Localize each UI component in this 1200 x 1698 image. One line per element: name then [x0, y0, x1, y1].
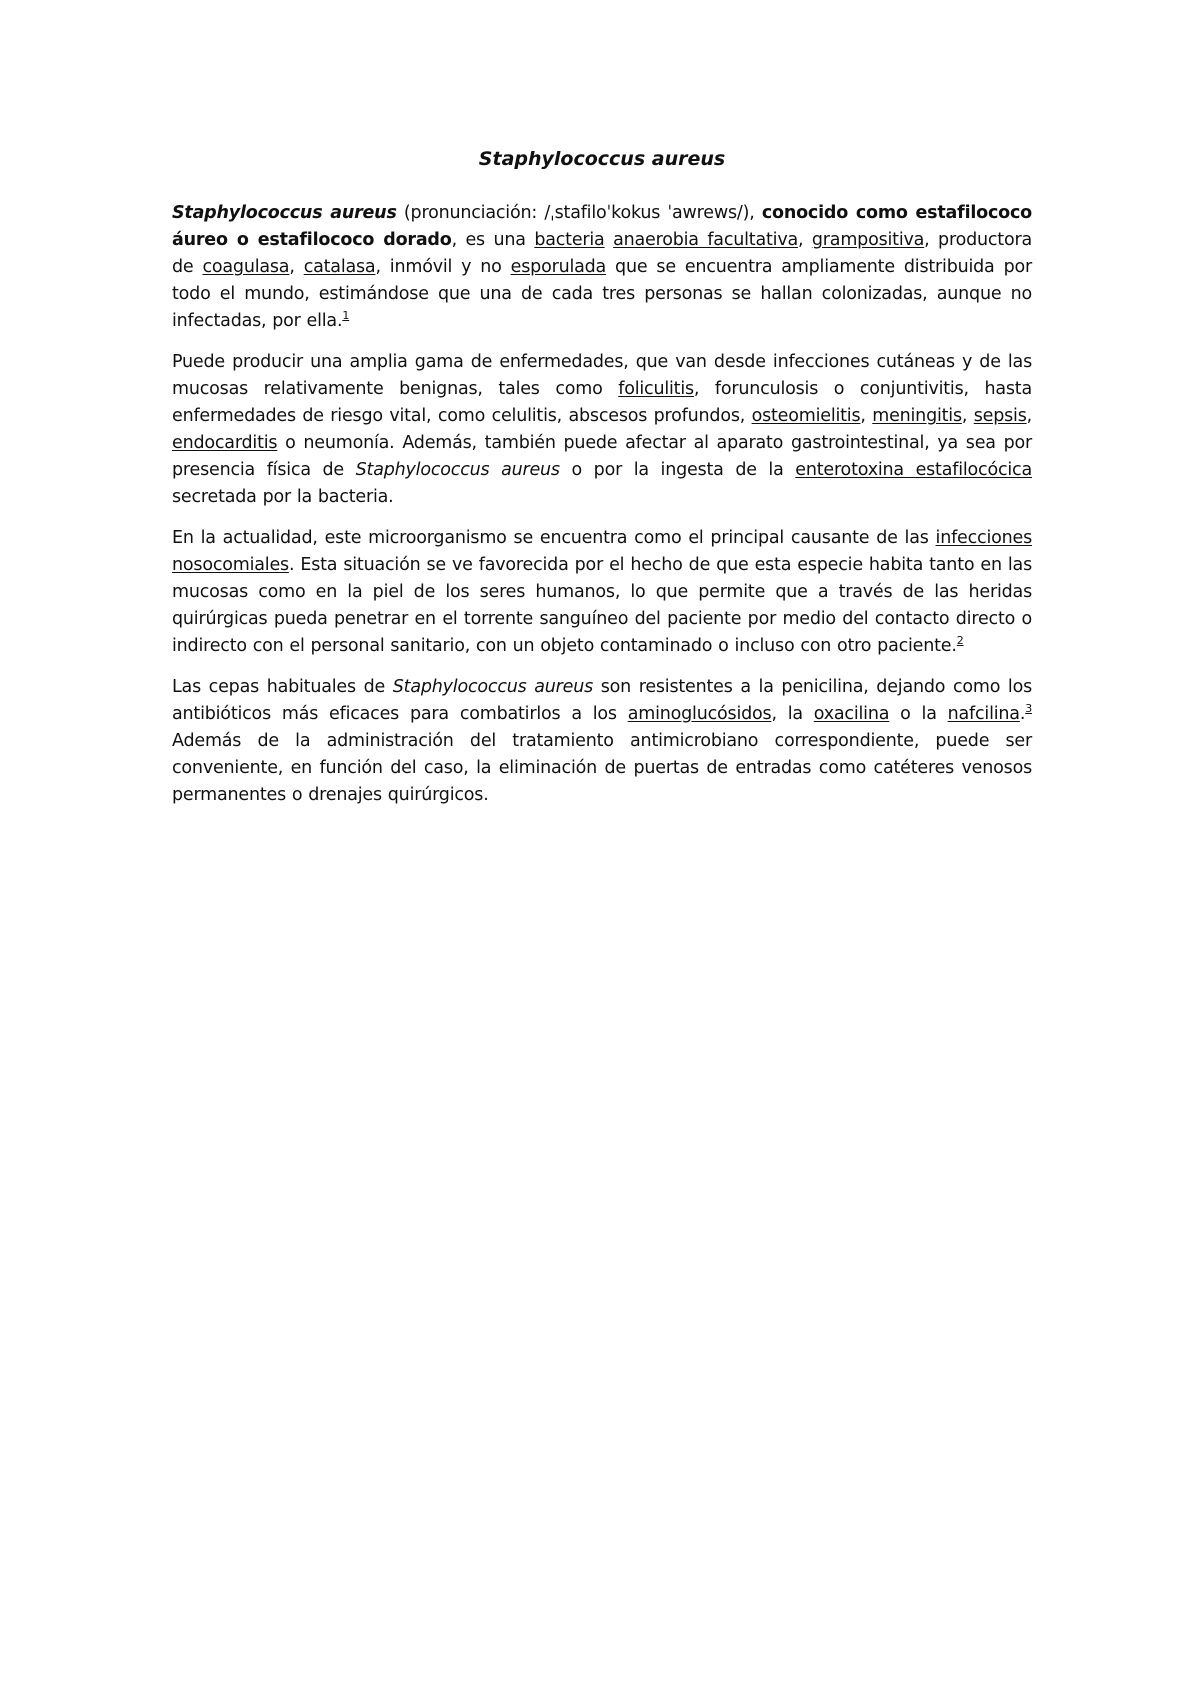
text-run: o la — [889, 704, 948, 724]
link-grampositiva[interactable]: grampositiva — [811, 230, 925, 250]
link-nafcilina[interactable]: nafcilina — [947, 704, 1020, 724]
text-run: , la — [771, 704, 814, 724]
text-run: . — [1019, 704, 1026, 724]
link-oxacilina[interactable]: oxacilina — [813, 704, 890, 724]
link-anaerobia-facultativa[interactable]: anaerobia facultativa — [613, 230, 798, 250]
text-run: Además de la administración del tratamiento antimicrobiano correspondiente, puede ser conveniente, en función del caso, la eliminación de puertas de entradas como catéteres venosos permanentes o drenajes quirúrgicos. — [172, 731, 1032, 805]
text-run: , — [798, 230, 812, 250]
link-enterotoxina[interactable]: enterotoxina estafilocócica — [795, 460, 1032, 480]
text-run: (pronunciación: /ˌstafiloˈkokus ˈawrews/), — [396, 203, 762, 223]
text-run: , forunculosis o conjuntivitis, hasta enfermedades de riesgo vital, como celulitis, abscesos profundos, — [172, 379, 1032, 426]
paragraph-nosocomial — [172, 525, 1032, 660]
text-run: En la actualidad, este microorganismo se encuentra como el principal causante de las — [172, 528, 936, 548]
text-run — [605, 230, 614, 250]
text-run: o neumonía. Además, también puede afectar al aparato gastrointestinal, ya sea por presencia física de — [172, 433, 1032, 480]
text-run: , productora de — [172, 230, 1032, 277]
text-run: Las cepas habituales de — [172, 677, 393, 697]
reference-link-2[interactable]: 2 — [956, 634, 964, 648]
link-infecciones-nosocomiales[interactable]: infecciones nosocomiales — [172, 528, 1032, 575]
link-osteomielitis[interactable]: osteomielitis — [751, 406, 861, 426]
species-name: Staphylococcus aureus — [392, 677, 594, 697]
text-run: son resistentes a la penicilina, dejando como los antibióticos más eficaces para combatirlos a los — [172, 677, 1033, 724]
text-run: , — [1026, 406, 1032, 426]
text-run: conocido como estafilococo áureo o estafilococo dorado — [172, 203, 1032, 250]
paragraph-treatment — [172, 674, 1032, 809]
text-run: , es una — [451, 230, 535, 250]
species-name: Staphylococcus aureus — [172, 203, 397, 223]
link-foliculitis[interactable]: foliculitis — [618, 379, 694, 399]
document-title: Staphylococcus aureus — [478, 148, 726, 170]
link-bacteria[interactable]: bacteria — [534, 230, 605, 250]
text-run: , — [289, 257, 304, 277]
text-run: Puede producir una amplia gama de enfermedades, que van desde infecciones cutáneas y de las mucosas relativamente benignas, tales como — [172, 352, 1032, 399]
text-run: secretada por la bacteria. — [172, 487, 394, 507]
text-run: , inmóvil y no — [375, 257, 511, 277]
link-endocarditis[interactable]: endocarditis — [172, 433, 278, 453]
paragraph-diseases — [172, 349, 1032, 511]
link-esporulada[interactable]: esporulada — [510, 257, 607, 277]
link-coagulasa[interactable]: coagulasa — [202, 257, 290, 277]
link-sepsis[interactable]: sepsis — [973, 406, 1027, 426]
paragraph-intro — [172, 200, 1032, 335]
text-run: , — [860, 406, 873, 426]
reference-link-1[interactable]: 1 — [342, 309, 350, 323]
link-aminoglucosidos[interactable]: aminoglucósidos — [627, 704, 772, 724]
species-name: Staphylococcus aureus — [355, 460, 560, 480]
text-run: . Esta situación se ve favorecida por el hecho de que esta especie habita tanto en las mucosas como en la piel de los seres humanos, lo que permite que a través de las heridas quirúrgicas pueda penetrar en el torrente sanguíneo del paciente por medio del contacto directo o indirecto con el personal sanitario, con un objeto contaminado o incluso con otro paciente. — [172, 555, 1032, 656]
link-meningitis[interactable]: meningitis — [872, 406, 962, 426]
text-run: que se encuentra ampliamente distribuida por todo el mundo, estimándose que una de cada tres personas se hallan colonizadas, aunque no infectadas, por ella. — [172, 257, 1032, 331]
document-body — [172, 146, 1032, 823]
reference-link-3[interactable]: 3 — [1025, 702, 1032, 716]
link-catalasa[interactable]: catalasa — [303, 257, 376, 277]
text-run: o por la ingesta de la — [559, 460, 796, 480]
text-run: , — [961, 406, 974, 426]
